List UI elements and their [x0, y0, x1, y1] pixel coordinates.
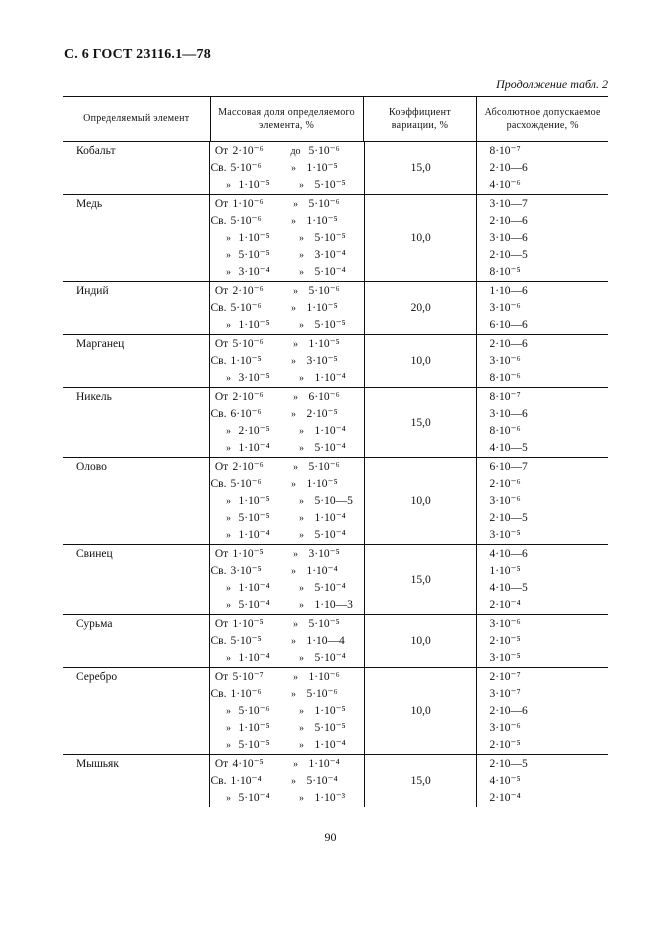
- range-lower: 5·10⁻⁵: [238, 739, 270, 751]
- mass-fraction-cell: [210, 282, 364, 334]
- range-prefix: От: [214, 285, 229, 297]
- range-lower: 2·10⁻⁵: [238, 425, 270, 437]
- deviation-value: 2·10—6: [489, 705, 528, 717]
- deviation-value: 2·10⁻⁶: [489, 478, 521, 490]
- range-row: [210, 580, 363, 597]
- range-lower: 5·10⁻⁴: [238, 599, 270, 611]
- range-upper: 5·10⁻⁴: [314, 266, 346, 278]
- range-upper: 5·10⁻⁵: [314, 179, 346, 191]
- element-group: [63, 282, 608, 335]
- element-name: Никель: [63, 388, 210, 457]
- range-connector: »: [298, 373, 304, 384]
- range-connector: »: [298, 180, 304, 191]
- element-group: [63, 458, 608, 545]
- range-row: [210, 650, 363, 667]
- range-row: [210, 493, 363, 510]
- range-row: [210, 737, 363, 754]
- variation-coefficient: 10,0: [365, 335, 478, 387]
- deviation-value: 3·10—7: [489, 198, 528, 210]
- element-group: [63, 195, 608, 282]
- range-prefix: »: [225, 373, 231, 384]
- element-group: [63, 142, 608, 195]
- header-variation: Коэффициент вариации, %: [364, 97, 478, 141]
- range-upper: 1·10⁻⁴: [314, 739, 346, 751]
- range-lower: 1·10⁻⁵: [238, 319, 270, 331]
- range-upper: 1·10⁻⁵: [314, 705, 346, 717]
- range-row: [210, 527, 363, 544]
- page-header: С. 6 ГОСТ 23116.1—78: [64, 47, 211, 62]
- range-row: [210, 177, 363, 194]
- element-group: [63, 545, 608, 615]
- range-upper: 1·10⁻⁵: [306, 215, 338, 227]
- mass-fraction-cell: [210, 545, 364, 614]
- range-lower: 3·10⁻⁵: [238, 372, 270, 384]
- range-connector: »: [298, 600, 304, 611]
- mass-fraction-cell: [210, 615, 364, 667]
- page-number: 90: [324, 830, 337, 844]
- range-prefix: От: [214, 671, 229, 683]
- range-upper: 3·10⁻⁵: [308, 548, 340, 560]
- range-lower: 1·10⁻⁵: [238, 232, 270, 244]
- range-upper: 3·10⁻⁴: [314, 249, 346, 261]
- range-prefix: »: [225, 443, 231, 454]
- range-row: [210, 669, 363, 686]
- range-row: [210, 686, 363, 703]
- mass-fraction-cell: [210, 458, 364, 544]
- range-connector: »: [292, 199, 298, 210]
- range-upper: 5·10⁻⁴: [314, 442, 346, 454]
- element-group: [63, 668, 608, 755]
- range-lower: 3·10⁻⁴: [238, 266, 270, 278]
- mass-fraction-cell: [210, 142, 364, 194]
- range-connector: »: [298, 320, 304, 331]
- range-row: [210, 563, 363, 580]
- element-group: [63, 615, 608, 668]
- range-row: [210, 283, 363, 300]
- element-group: [63, 335, 608, 388]
- range-prefix: »: [225, 426, 231, 437]
- range-prefix: Св.: [210, 565, 227, 577]
- variation-coefficient: 10,0: [365, 615, 478, 667]
- deviation-value: 1·10—6: [489, 285, 528, 297]
- deviation-cell: [477, 142, 608, 194]
- range-upper: 6·10⁻⁶: [308, 391, 340, 403]
- range-lower: 5·10⁻⁵: [238, 512, 270, 524]
- range-prefix: От: [214, 758, 229, 770]
- deviation-cell: [477, 195, 608, 281]
- deviation-cell: [477, 545, 608, 614]
- deviation-value: 6·10—6: [489, 319, 528, 331]
- range-prefix: »: [225, 496, 231, 507]
- table-body: [63, 142, 608, 807]
- range-connector: »: [290, 356, 296, 367]
- range-prefix: »: [225, 793, 231, 804]
- range-lower: 5·10⁻⁶: [232, 338, 264, 350]
- element-name: Мышьяк: [63, 755, 210, 807]
- element-name: Олово: [63, 458, 210, 544]
- range-lower: 4·10⁻⁵: [232, 758, 264, 770]
- range-connector: »: [298, 513, 304, 524]
- range-row: [210, 230, 363, 247]
- variation-coefficient: 10,0: [365, 195, 478, 281]
- range-upper: 1·10⁻⁴: [314, 425, 346, 437]
- range-lower: 1·10⁻⁶: [232, 198, 264, 210]
- range-connector: »: [290, 636, 296, 647]
- deviation-value: 3·10⁻⁶: [489, 618, 521, 630]
- range-lower: 1·10⁻⁵: [232, 548, 264, 560]
- range-row: [210, 336, 363, 353]
- element-name: Кобальт: [63, 142, 210, 194]
- mass-fraction-cell: [210, 335, 364, 387]
- range-lower: 1·10⁻⁴: [230, 775, 262, 787]
- range-row: [210, 633, 363, 650]
- range-upper: 1·10⁻⁶: [308, 671, 340, 683]
- range-upper: 1·10⁻⁴: [314, 512, 346, 524]
- range-upper: 5·10⁻⁵: [314, 722, 346, 734]
- deviation-cell: [477, 388, 608, 457]
- range-row: [210, 213, 363, 230]
- element-name: Медь: [63, 195, 210, 281]
- deviation-value: 3·10⁻⁵: [489, 529, 521, 541]
- variation-coefficient: 15,0: [365, 755, 478, 807]
- range-lower: 3·10⁻⁵: [230, 565, 262, 577]
- deviation-value: 3·10—6: [489, 408, 528, 420]
- range-prefix: Св.: [210, 775, 227, 787]
- deviation-value: 2·10—6: [489, 338, 528, 350]
- range-upper: 5·10⁻⁵: [314, 319, 346, 331]
- range-connector: »: [290, 163, 296, 174]
- deviation-value: 3·10⁻⁶: [489, 495, 521, 507]
- deviation-value: 8·10⁻⁶: [489, 425, 521, 437]
- range-prefix: Св.: [210, 478, 227, 490]
- header-deviation: Абсолютное допускаемое расхождение, %: [484, 106, 601, 131]
- range-row: [210, 370, 363, 387]
- deviation-cell: [477, 668, 608, 754]
- range-row: [210, 317, 363, 334]
- range-row: [210, 160, 363, 177]
- range-lower: 1·10⁻⁵: [232, 618, 264, 630]
- range-lower: 2·10⁻⁶: [232, 391, 264, 403]
- range-prefix: От: [214, 461, 229, 473]
- element-group: [63, 755, 608, 807]
- range-connector: »: [298, 443, 304, 454]
- range-connector: »: [298, 496, 304, 507]
- range-lower: 1·10⁻⁵: [238, 495, 270, 507]
- range-prefix: От: [214, 338, 229, 350]
- range-prefix: От: [214, 391, 229, 403]
- range-row: [210, 459, 363, 476]
- range-upper: 5·10⁻⁶: [308, 145, 340, 157]
- deviation-cell: [477, 282, 608, 334]
- range-connector: »: [298, 250, 304, 261]
- range-upper: 5·10⁻⁴: [314, 582, 346, 594]
- mass-fraction-cell: [210, 668, 364, 754]
- range-connector: »: [298, 530, 304, 541]
- deviation-cell: [477, 335, 608, 387]
- range-upper: 5·10⁻⁶: [308, 461, 340, 473]
- range-lower: 1·10⁻⁴: [238, 529, 270, 541]
- element-name: Марганец: [63, 335, 210, 387]
- range-prefix: »: [225, 267, 231, 278]
- element-name: Серебро: [63, 668, 210, 754]
- range-row: [210, 476, 363, 493]
- range-lower: 5·10⁻⁴: [238, 792, 270, 804]
- range-row: [210, 423, 363, 440]
- element-name: Свинец: [63, 545, 210, 614]
- range-row: [210, 264, 363, 281]
- deviation-cell: [477, 458, 608, 544]
- deviation-cell: [477, 615, 608, 667]
- range-connector: »: [298, 793, 304, 804]
- range-connector: »: [292, 619, 298, 630]
- range-prefix: Св.: [210, 688, 227, 700]
- deviation-value: 3·10⁻⁶: [489, 722, 521, 734]
- deviation-value: 4·10⁻⁶: [489, 179, 521, 191]
- range-connector: »: [290, 566, 296, 577]
- deviation-value: 8·10⁻⁷: [489, 145, 521, 157]
- range-connector: »: [292, 462, 298, 473]
- range-prefix: От: [214, 198, 229, 210]
- range-prefix: »: [225, 706, 231, 717]
- range-prefix: »: [225, 723, 231, 734]
- range-row: [210, 597, 363, 614]
- range-upper: 5·10—5: [314, 495, 353, 507]
- deviation-value: 2·10—5: [489, 758, 528, 770]
- range-prefix: »: [225, 180, 231, 191]
- range-upper: 1·10⁻⁴: [308, 758, 340, 770]
- mass-fraction-cell: [210, 195, 364, 281]
- range-connector: »: [290, 689, 296, 700]
- range-lower: 1·10⁻⁵: [238, 722, 270, 734]
- deviation-value: 1·10⁻⁵: [489, 565, 521, 577]
- range-upper: 1·10—3: [314, 599, 353, 611]
- range-upper: 5·10⁻⁴: [314, 652, 346, 664]
- range-upper: 5·10⁻⁴: [306, 775, 338, 787]
- deviation-value: 3·10⁻⁶: [489, 355, 521, 367]
- range-row: [210, 300, 363, 317]
- range-lower: 1·10⁻⁴: [238, 652, 270, 664]
- range-connector: »: [298, 740, 304, 751]
- range-lower: 1·10⁻⁵: [230, 355, 262, 367]
- range-row: [210, 720, 363, 737]
- range-prefix: »: [225, 250, 231, 261]
- header-element: Определяемый элемент: [63, 97, 211, 141]
- range-prefix: От: [214, 618, 229, 630]
- range-connector: »: [298, 653, 304, 664]
- mass-fraction-cell: [210, 388, 364, 457]
- deviation-value: 8·10⁻⁵: [489, 266, 521, 278]
- mass-fraction-cell: [210, 755, 364, 807]
- range-upper: 5·10⁻⁶: [308, 285, 340, 297]
- range-upper: 5·10⁻⁶: [308, 198, 340, 210]
- range-upper: 1·10—4: [306, 635, 345, 647]
- range-prefix: Св.: [210, 302, 227, 314]
- range-connector: »: [292, 339, 298, 350]
- range-connector: »: [290, 479, 296, 490]
- variation-coefficient: 15,0: [365, 388, 478, 457]
- range-connector: »: [298, 426, 304, 437]
- deviation-value: 4·10—6: [489, 548, 528, 560]
- range-lower: 2·10⁻⁶: [232, 285, 264, 297]
- range-connector: »: [290, 303, 296, 314]
- range-prefix: Св.: [210, 162, 227, 174]
- range-lower: 2·10⁻⁶: [232, 145, 264, 157]
- range-lower: 5·10⁻⁷: [232, 671, 264, 683]
- deviation-cell: [477, 755, 608, 807]
- range-row: [210, 196, 363, 213]
- variation-coefficient: 15,0: [365, 545, 478, 614]
- range-prefix: »: [225, 530, 231, 541]
- range-row: [210, 616, 363, 633]
- range-upper: 3·10⁻⁵: [306, 355, 338, 367]
- range-connector: »: [292, 392, 298, 403]
- range-row: [210, 406, 363, 423]
- deviation-value: 4·10—5: [489, 582, 528, 594]
- range-connector: »: [298, 267, 304, 278]
- range-prefix: »: [225, 740, 231, 751]
- range-upper: 5·10⁻⁵: [314, 232, 346, 244]
- range-connector: »: [292, 286, 298, 297]
- deviation-value: 3·10⁻⁵: [489, 652, 521, 664]
- range-row: [210, 247, 363, 264]
- range-row: [210, 546, 363, 563]
- element-name: Сурьма: [63, 615, 210, 667]
- range-lower: 1·10⁻⁴: [238, 442, 270, 454]
- range-prefix: »: [225, 583, 231, 594]
- range-lower: 5·10⁻⁶: [230, 162, 262, 174]
- range-lower: 5·10⁻⁵: [230, 635, 262, 647]
- deviation-value: 2·10⁻⁵: [489, 635, 521, 647]
- range-prefix: »: [225, 600, 231, 611]
- range-row: [210, 510, 363, 527]
- range-lower: 1·10⁻⁴: [238, 582, 270, 594]
- range-lower: 5·10⁻⁶: [238, 705, 270, 717]
- range-lower: 5·10⁻⁶: [230, 302, 262, 314]
- range-prefix: »: [225, 653, 231, 664]
- range-connector: »: [298, 233, 304, 244]
- range-connector: »: [298, 583, 304, 594]
- deviation-value: 2·10⁻⁴: [489, 792, 521, 804]
- deviation-value: 8·10⁻⁷: [489, 391, 521, 403]
- deviation-value: 2·10—5: [489, 249, 528, 261]
- element-name: Индий: [63, 282, 210, 334]
- range-connector: »: [298, 706, 304, 717]
- range-connector: »: [298, 723, 304, 734]
- range-connector: »: [292, 549, 298, 560]
- range-lower: 5·10⁻⁵: [238, 249, 270, 261]
- concentration-table: [63, 96, 608, 807]
- range-prefix: »: [225, 513, 231, 524]
- deviation-value: 4·10—5: [489, 442, 528, 454]
- range-prefix: »: [225, 233, 231, 244]
- range-row: [210, 440, 363, 457]
- range-lower: 1·10⁻⁶: [230, 688, 262, 700]
- deviation-value: 2·10—6: [489, 162, 528, 174]
- range-upper: 1·10⁻⁵: [306, 162, 338, 174]
- deviation-value: 2·10⁻⁷: [489, 671, 521, 683]
- range-row: [210, 790, 363, 807]
- variation-coefficient: 20,0: [365, 282, 478, 334]
- range-lower: 5·10⁻⁶: [230, 478, 262, 490]
- range-upper: 2·10⁻⁵: [306, 408, 338, 420]
- range-lower: 1·10⁻⁵: [238, 179, 270, 191]
- range-upper: 1·10⁻⁵: [306, 302, 338, 314]
- range-upper: 5·10⁻⁶: [306, 688, 338, 700]
- range-lower: 5·10⁻⁶: [230, 215, 262, 227]
- deviation-value: 3·10—6: [489, 232, 528, 244]
- range-connector: »: [292, 672, 298, 683]
- variation-coefficient: 10,0: [365, 458, 478, 544]
- range-connector: »: [290, 776, 296, 787]
- deviation-value: 3·10⁻⁶: [489, 302, 521, 314]
- range-upper: 5·10⁻⁴: [314, 529, 346, 541]
- deviation-value: 2·10⁻⁵: [489, 739, 521, 751]
- deviation-value: 4·10⁻⁵: [489, 775, 521, 787]
- range-upper: 1·10⁻⁴: [314, 372, 346, 384]
- range-row: [210, 773, 363, 790]
- range-upper: 1·10⁻³: [314, 792, 346, 804]
- range-connector: »: [290, 216, 296, 227]
- table-continuation-caption: Продолжение табл. 2: [496, 77, 608, 91]
- range-upper: 1·10⁻⁵: [306, 478, 338, 490]
- deviation-value: 2·10—6: [489, 215, 528, 227]
- variation-coefficient: 10,0: [365, 668, 478, 754]
- deviation-value: 2·10⁻⁴: [489, 599, 521, 611]
- range-row: [210, 353, 363, 370]
- variation-coefficient: 15,0: [365, 142, 478, 194]
- deviation-value: 8·10⁻⁶: [489, 372, 521, 384]
- range-prefix: Св.: [210, 635, 227, 647]
- range-row: [210, 143, 363, 160]
- deviation-value: 3·10⁻⁷: [489, 688, 521, 700]
- range-upper: 5·10⁻⁵: [308, 618, 340, 630]
- range-row: [210, 703, 363, 720]
- range-prefix: От: [214, 145, 229, 157]
- range-row: [210, 389, 363, 406]
- range-lower: 2·10⁻⁶: [232, 461, 264, 473]
- table-header: [63, 96, 608, 142]
- range-connector: »: [290, 409, 296, 420]
- header-mass-fraction: Массовая доля определяемого элемента, %: [211, 97, 364, 141]
- deviation-value: 6·10—7: [489, 461, 528, 473]
- range-row: [210, 756, 363, 773]
- range-connector: »: [292, 759, 298, 770]
- deviation-value: 2·10—5: [489, 512, 528, 524]
- range-connector: до: [290, 146, 301, 157]
- range-prefix: Св.: [210, 355, 227, 367]
- range-upper: 1·10⁻⁵: [308, 338, 340, 350]
- range-prefix: От: [214, 548, 229, 560]
- range-prefix: Св.: [210, 215, 227, 227]
- range-prefix: Св.: [210, 408, 227, 420]
- range-prefix: »: [225, 320, 231, 331]
- element-group: [63, 388, 608, 458]
- range-upper: 1·10⁻⁴: [306, 565, 338, 577]
- range-lower: 6·10⁻⁶: [230, 408, 262, 420]
